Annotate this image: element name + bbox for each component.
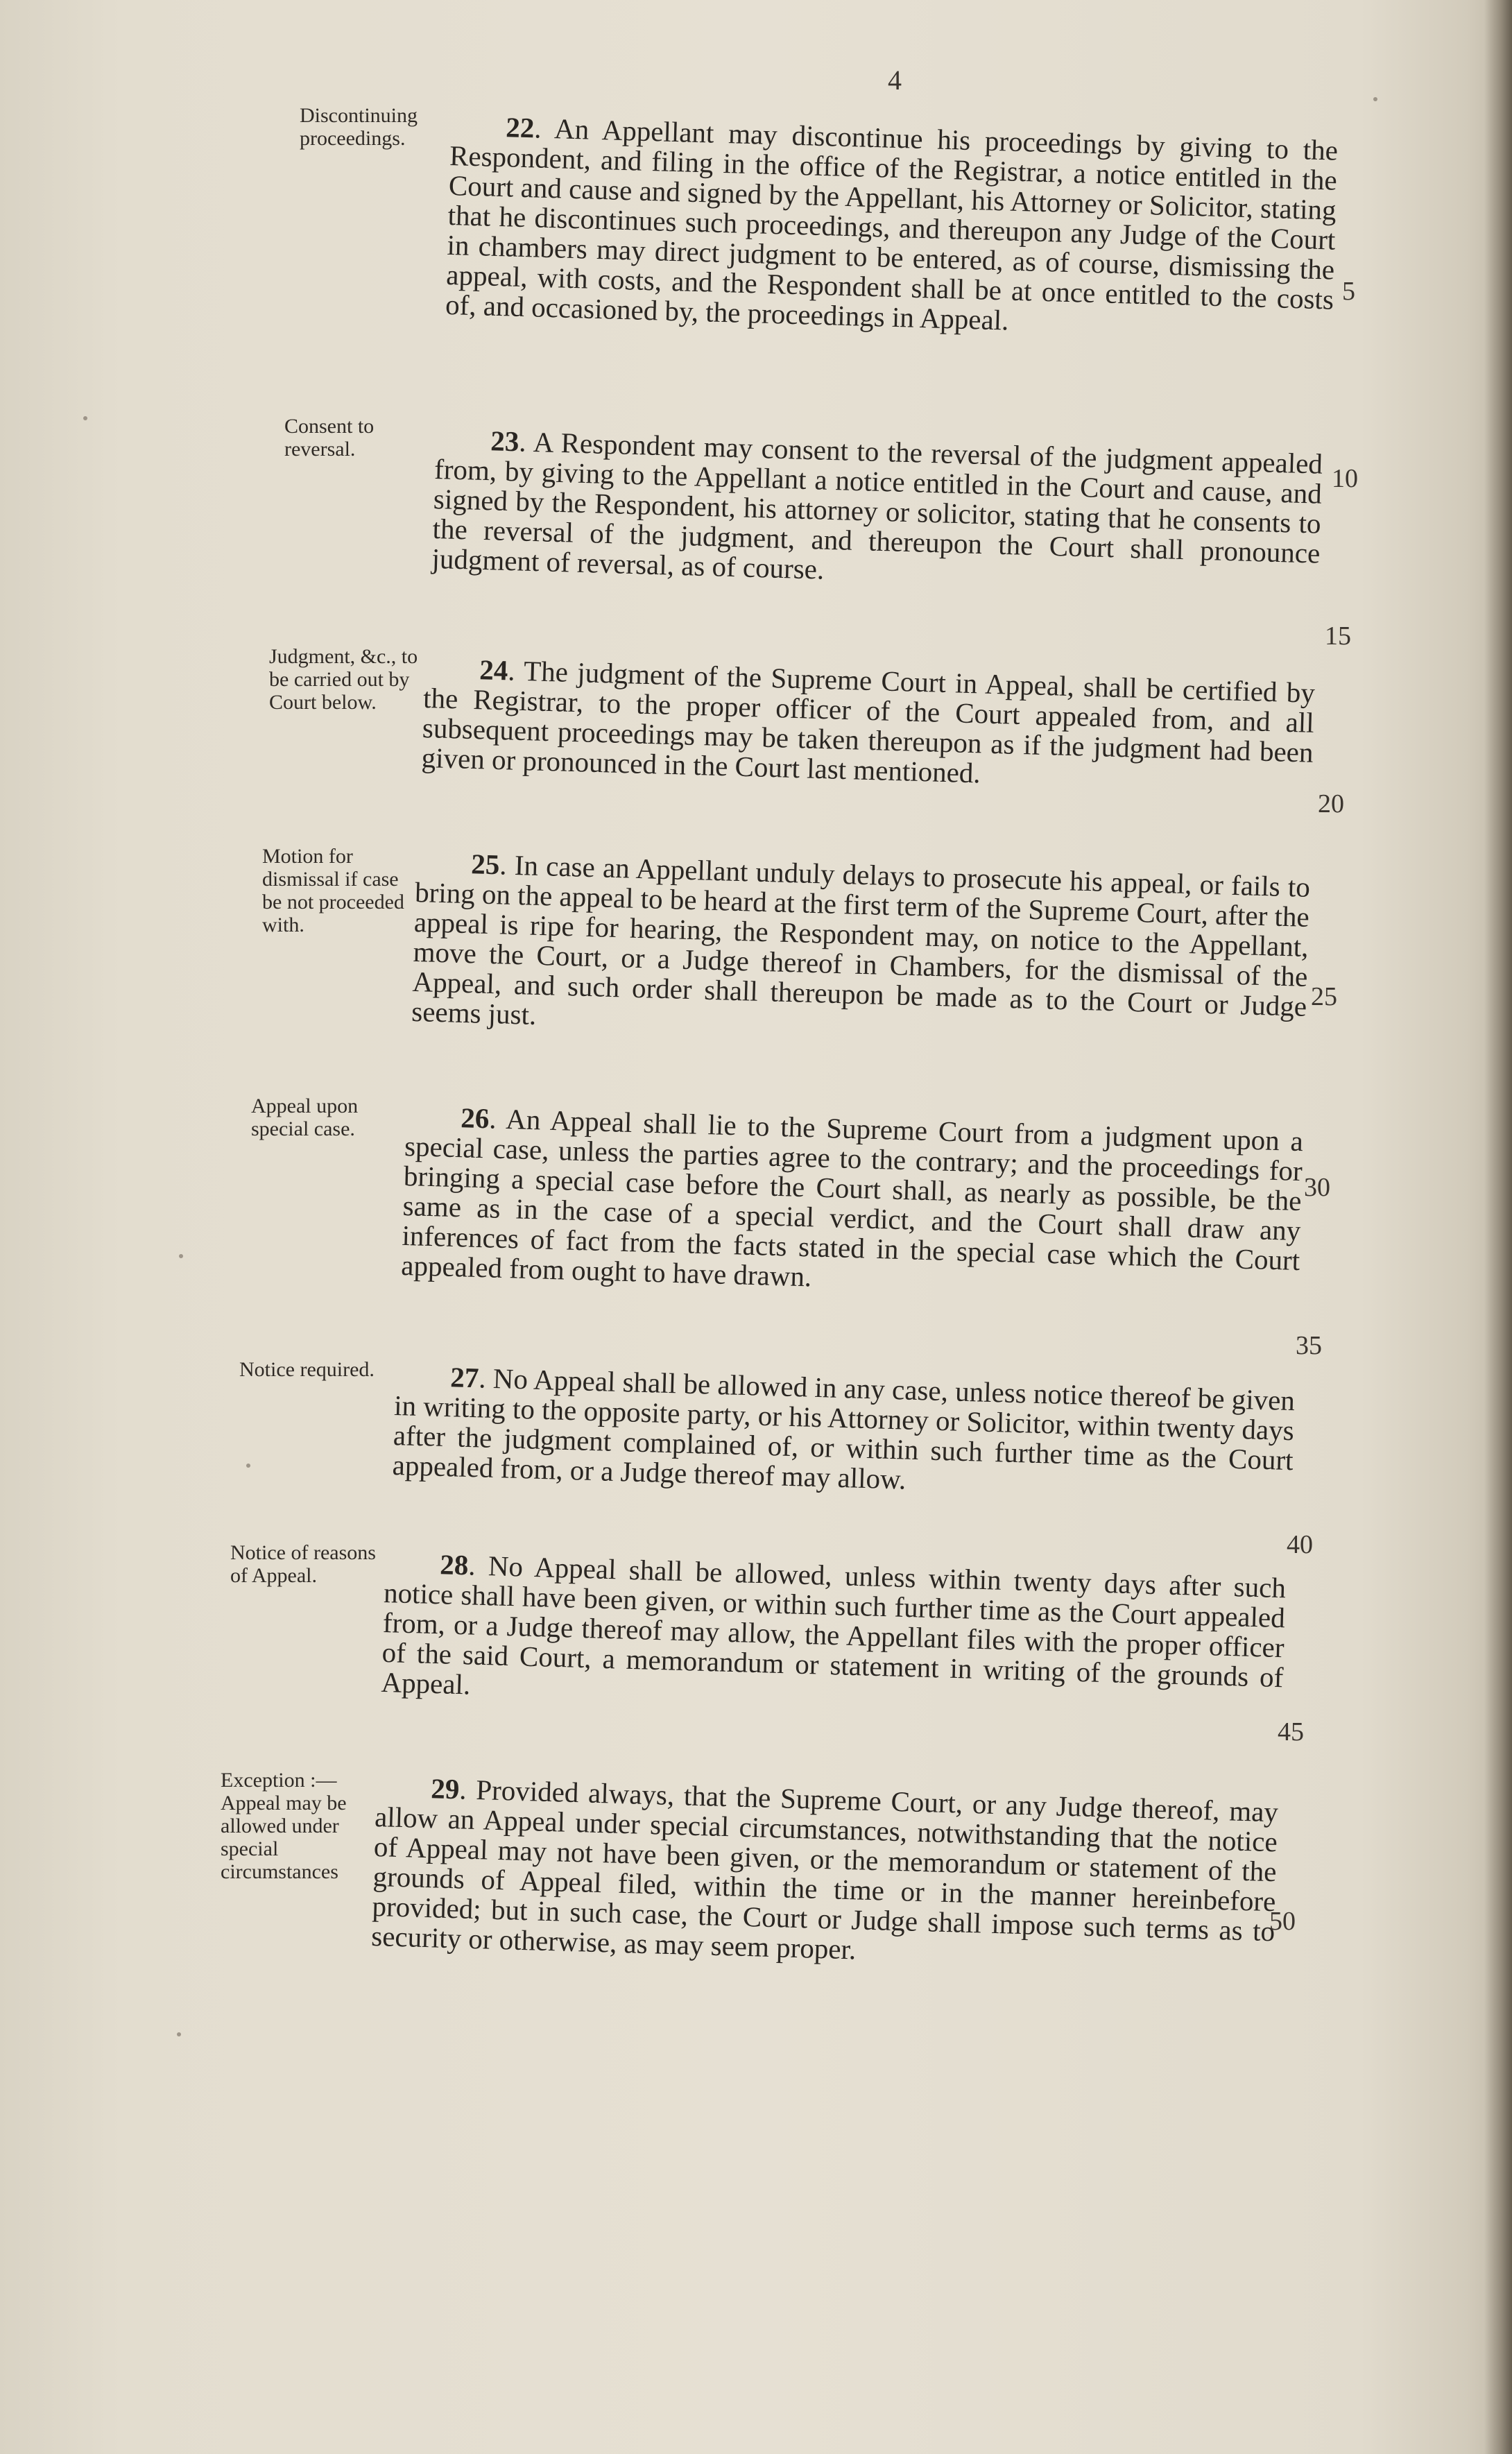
line-number-20: 20 (1318, 789, 1344, 818)
line-number-10: 10 (1332, 464, 1358, 493)
line-number-40: 40 (1287, 1530, 1313, 1559)
margin-note-26: Appeal upon special case. (251, 1095, 359, 1140)
margin-note-28: Notice of reasons of Appeal. (230, 1541, 376, 1587)
section-27: 27. No Appeal shall be allowed in any case, unless notice thereof be given in writing to the opposite party, or his Attorney or Solicitor, within twenty days after the judgment complained of, or within such further time as the Court appealed from, or a Judge thereof may allow. (392, 1361, 1296, 1495)
section-number-22: 22 (505, 111, 535, 144)
section-number-26: 26 (460, 1101, 490, 1135)
section-number-29: 29 (430, 1772, 461, 1805)
section-28: 28. No Appeal shall be allowed, unless within twenty days after such notice shall have been given, or within such further time as the Court appealed from, or a Judge thereof may allow, the Appellant files with the proper officer of the said Court, a memorandum or statement in writing of the grounds of Appeal. (380, 1548, 1287, 1701)
section-24: 24. The judgment of the Supreme Court in Appeal, shall be certified by the Registrar, to the proper officer of the Court appealed from, and all subsequent proceedings may be taken thereupon as if the judgment had been given or pronounced in the Court last mentioned. (421, 653, 1316, 789)
section-29: 29. Provided always, that the Supreme Court, or any Judge thereof, may allow an Appeal under special circumstances, notwithstanding that the notice of Appeal may not have been given, or the memorandum or statement of the grounds of Appeal filed, within the time or in the manner hereinbefore provided; but in such case, the Court or Judge shall impose such terms as to security or otherwise, as may seem proper. (370, 1772, 1279, 1966)
margin-note-29: Exception :— Appeal may be allowed under special circumstances (221, 1769, 347, 1883)
line-number-15: 15 (1325, 621, 1351, 651)
line-number-35: 35 (1296, 1331, 1322, 1360)
page-spine-shadow (1484, 0, 1512, 2454)
line-number-45: 45 (1278, 1717, 1304, 1747)
line-number-30: 30 (1304, 1173, 1330, 1202)
margin-note-23: Consent to reversal. (284, 415, 375, 461)
page-number: 4 (888, 65, 902, 96)
section-26: 26. An Appeal shall lie to the Supreme Court from a judgment upon a special case, unless the parties agree to the contrary; and the proceedings for bringing a special case before the Court shall, as nearly as possible, be the same as in the case of a special verdict, and the Court shall draw any inferences of fact from the facts stated in the special case which the Court appealed from ought to have drawn. (400, 1101, 1304, 1293)
section-number-27: 27 (449, 1361, 480, 1394)
margin-note-25: Motion for dismissal if case be not proceeded with. (262, 845, 404, 936)
section-text-23: A Respondent may consent to the reversal of the judgment appealed from, by giving to the Appellant a notice entitled in the Court and cause, and signed by the Respondent, his attorney or solicitor, stating that he consents to the reversal of the judgment, and thereupon the Court shall pronounce judgment of reversal, as of course. (431, 425, 1323, 585)
section-text-28: No Appeal shall be allowed, unless within twenty days after such notice shall have been given, or within such further time as the Court appealed from, or a Judge thereof may allow, the Appellant files with the proper officer of the said Court, a memorandum or statement in writing of the grounds of Appeal. (380, 1550, 1287, 1701)
paper-speck (83, 416, 87, 420)
paper-speck (179, 1254, 183, 1258)
section-23: 23. A Respondent may consent to the reversal of the judgment appealed from, by giving to the Appellant a notice entitled in the Court and cause, and signed by the Respondent, his attorney or solicitor, stating that he consents to the reversal of the judgment, and thereupon the Court shall pronounce judgment of reversal, as of course. (431, 424, 1323, 585)
section-number-28: 28 (439, 1548, 470, 1581)
paper-speck (246, 1464, 250, 1468)
section-text-25: In case an Appellant unduly delays to prosecute his appeal, or fails to bring on the appeal to be heard at the first term of the Supreme Court, after the appeal is ripe for hearing, the Respondent may, on notice to the Appellant, move the Court, or a Judge thereof in Chambers, for the dismissal of the Appeal, and such order shall thereupon be made as to the Court or Judge seems just. (411, 848, 1311, 1031)
section-text-24: The judgment of the Supreme Court in Appeal, shall be certified by the Registrar, to the proper officer of the Court appealed from, and all subsequent proceedings may be taken thereupon as if the judgment had been given or pronounced in the Court last mentioned. (421, 655, 1316, 789)
section-number-25: 25 (470, 848, 501, 881)
margin-note-24: Judgment, &c., to be carried out by Court below. (269, 645, 418, 714)
section-number-24: 24 (479, 653, 509, 687)
line-number-50: 50 (1269, 1907, 1296, 1936)
section-text-27: No Appeal shall be allowed in any case, unless notice thereof be given in writing to the opposite party, or his Attorney or Solicitor, within twenty days after the judgment complained of, or within such further time as the Court appealed from, or a Judge thereof may allow. (392, 1362, 1296, 1495)
section-text-29: Provided always, that the Supreme Court, or any Judge thereof, may allow an Appeal under special circumstances, notwithstanding that the notice of Appeal may not have been given, or the memorandum or statement of the grounds of Appeal filed, within the time or in the manner hereinbefore provided; but in such case, the Court or Judge shall impose such terms as to security or otherwise, as may seem proper. (370, 1774, 1279, 1966)
margin-note-22: Discontinuing proceedings. (300, 104, 418, 150)
section-number-23: 23 (490, 424, 520, 458)
line-number-5: 5 (1342, 277, 1355, 306)
section-25: 25. In case an Appellant unduly delays to prosecute his appeal, or fails to bring on the appeal to be heard at the first term of the Supreme Court, after the appeal is ripe for hearing, the Respondent may, on notice to the Appellant, move the Court, or a Judge thereof in Chambers, for the dismissal of the Appeal, and such order shall thereupon be made as to the Court or Judge seems just. (411, 848, 1311, 1031)
paper-speck (1373, 97, 1377, 101)
section-text-26: An Appeal shall lie to the Supreme Court from a judgment upon a special case, unless the parties agree to the contrary; and the proceedings for bringing a special case before the Court shall, as nearly as possible, be the same as in the case of a special verdict, and the Court shall draw any inferences of fact from the facts stated in the special case which the Court appealed from ought to have drawn. (400, 1103, 1304, 1293)
paper-speck (177, 2032, 181, 2036)
margin-note-27: Notice required. (239, 1358, 375, 1381)
section-text-22: An Appellant may discontinue his proceedings by giving to the Respondent, and filing in the office of the Registrar, a notice entitled in the Court and cause and signed by the Appellant, his Attorney or Solicitor, stating that he discontinues such proceedings, and thereupon any Judge of the Court in chambers may direct judgment to be entered, as of course, dismissing the appeal, with costs, and the Respondent shall be at once entitled to the costs of, and occasioned by, the proceedings in Appeal. (445, 112, 1339, 336)
line-number-25: 25 (1311, 982, 1337, 1011)
section-22: 22. An Appellant may discontinue his proceedings by giving to the Respondent, and filing in the office of the Registrar, a notice entitled in the Court and cause and signed by the Appellant, his Attorney or Solicitor, stating that he discontinues such proceedings, and thereupon any Judge of the Court in chambers may direct judgment to be entered, as of course, dismissing the appeal, with costs, and the Respondent shall be at once entitled to the costs of, and occasioned by, the proceedings in Appeal. (445, 111, 1339, 336)
